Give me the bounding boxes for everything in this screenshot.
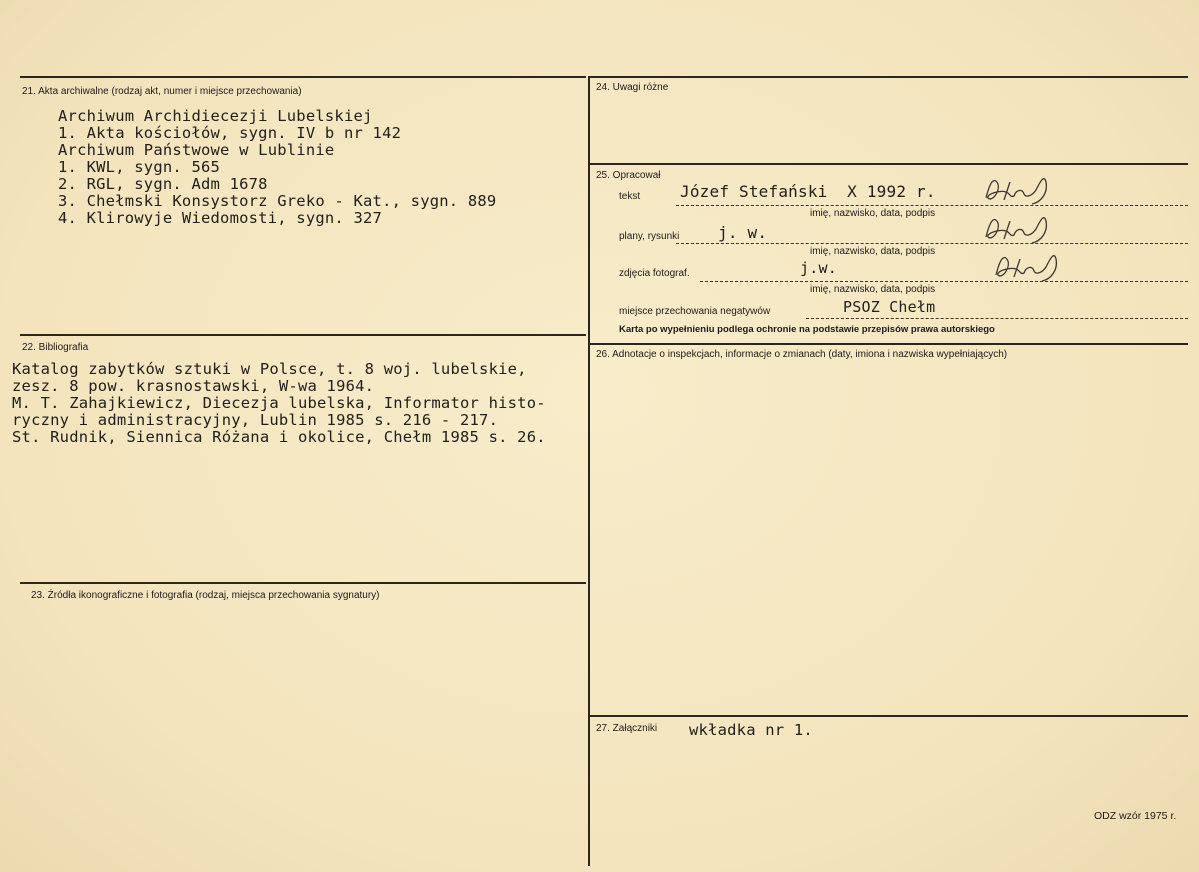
plany-caption: imię, nazwisko, data, podpis [810, 246, 936, 257]
tekst-value: Józef Stefański X 1992 r. [680, 182, 936, 201]
plany-value: j. w. [718, 223, 768, 242]
rule-22-23 [20, 582, 586, 584]
tekst-caption: imię, nazwisko, data, podpis [810, 208, 936, 219]
miejsce-label: miejsce przechowania negatywów [619, 306, 771, 317]
top-rule-right [590, 76, 1188, 78]
signature-zdjecia [990, 245, 1070, 285]
zdjecia-caption: imię, nazwisko, data, podpis [810, 284, 936, 295]
s21-line-4: 1. KWL, sygn. 565 [58, 158, 221, 176]
zdjecia-label: zdjęcia fotograf. [619, 268, 690, 279]
signature-tekst [980, 168, 1060, 208]
s22-line-2: zesz. 8 pow. krasnostawski, W-wa 1964. [12, 377, 375, 395]
form-version-footer: ODZ wzór 1975 r. [1094, 810, 1177, 822]
s21-line-6: 3. Chełmski Konsystorz Greko - Kat., sygn. 889 [58, 192, 497, 210]
s22-line-3: M. T. Zahajkiewicz, Diecezja lubelska, Informator histo- [12, 394, 546, 412]
section-26-label: 26. Adnotacje o inspekcjach, informacje o zmianach (daty, imiona i nazwiska wypełniających) [596, 349, 1008, 360]
s21-line-5: 2. RGL, sygn. Adm 1678 [58, 175, 268, 193]
top-rule-left [20, 76, 586, 78]
rule-24-25 [590, 163, 1188, 165]
miejsce-value: PSOZ Chełm [843, 298, 936, 316]
miejsce-line [806, 318, 1188, 319]
plany-label: plany, rysunki [619, 231, 680, 242]
zdjecia-line [700, 281, 1188, 282]
s21-line-3: Archiwum Państwowe w Lublinie [58, 141, 335, 159]
signature-plany [980, 207, 1060, 247]
section-24-label: 24. Uwagi różne [596, 82, 669, 93]
section-25-label: 25. Opracował [596, 170, 661, 181]
copyright-note: Karta po wypełnieniu podlega ochronie na podstawie przepisów prawa autorskiego [619, 324, 995, 335]
tekst-line [676, 205, 1188, 206]
s21-line-2: 1. Akta kościołów, sygn. IV b nr 142 [58, 124, 402, 142]
center-divider [588, 76, 590, 866]
s22-line-1: Katalog zabytków sztuki w Polsce, t. 8 woj. lubelskie, [12, 360, 527, 378]
s21-line-1: Archiwum Archidiecezji Lubelskiej [58, 107, 373, 125]
section-21-label: 21. Akta archiwalne (rodzaj akt, numer i miejsce przechowania) [22, 86, 302, 97]
section-27-label: 27. Załączniki [596, 723, 658, 734]
tekst-label: tekst [619, 191, 641, 202]
zdjecia-value: j.w. [800, 259, 837, 277]
section-22-label: 22. Bibliografia [22, 342, 89, 353]
plany-line [676, 243, 1188, 244]
rule-25-26 [590, 343, 1188, 345]
section-23-label: 23. Źródła ikonograficzne i fotografia (rodzaj, miejsca przechowania sygnatury) [31, 590, 380, 601]
s22-line-4: ryczny i administracyjny, Lublin 1985 s. 216 - 217. [12, 411, 499, 429]
attachments-value: wkładka nr 1. [689, 721, 813, 739]
rule-21-22 [20, 334, 586, 336]
s21-line-7: 4. Klirowyje Wiedomosti, sygn. 327 [58, 209, 383, 227]
rule-26-27 [590, 715, 1188, 717]
s22-line-5: St. Rudnik, Siennica Różana i okolice, Chełm 1985 s. 26. [12, 428, 546, 446]
